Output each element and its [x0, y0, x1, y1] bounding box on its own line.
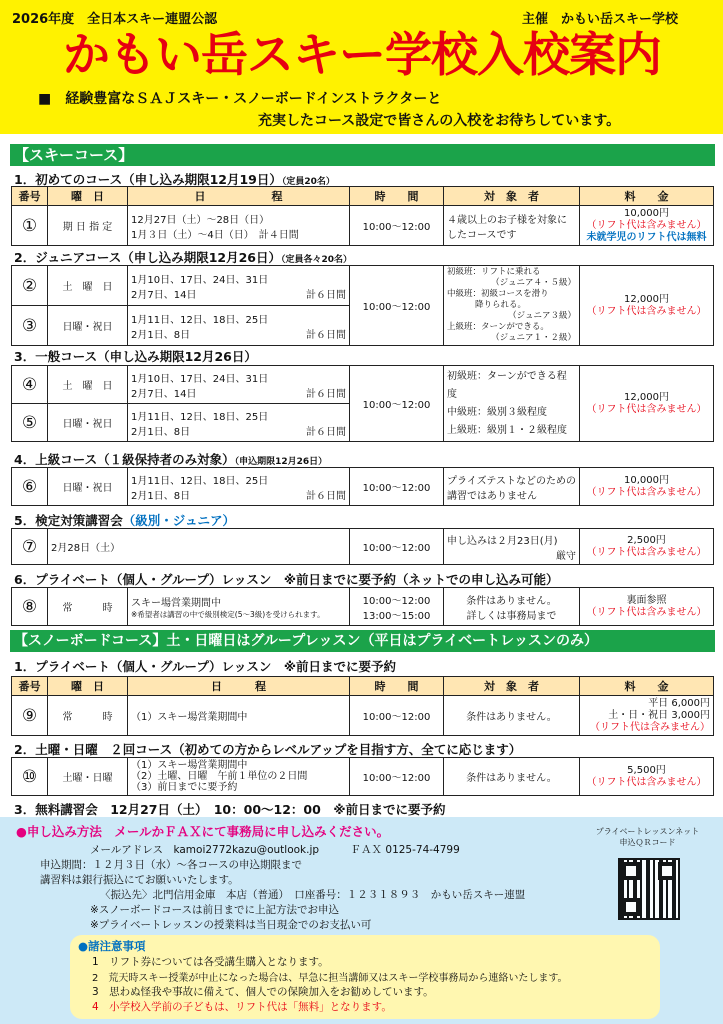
time-cell: 10:00～12:00: [350, 366, 444, 442]
target-cell: 条件はありません。 詳しくは事務局まで: [444, 588, 580, 626]
table-row: [12, 758, 714, 796]
test-prep-table: [11, 528, 714, 565]
target-cell: 条件はありません。: [444, 758, 580, 796]
notes-heading: ●諸注意事項: [78, 939, 146, 953]
target-cell: ４歳以上のお子様を対象にしたコースです: [444, 206, 580, 246]
table-row: [12, 266, 714, 306]
fee-cell: 12,000円 （リフト代は含みません）: [580, 366, 714, 442]
col-header: 番号: [12, 187, 48, 206]
year-label: 2026年度 全日本スキー連盟公認: [12, 12, 218, 27]
beginner-table: [11, 186, 714, 246]
col-header: 時 間: [350, 187, 444, 206]
qr-code[interactable]: [618, 858, 680, 920]
subtitle-line-1: ■ 経験豊富なＳＡＪスキー・スノーボードインストラクターと: [38, 91, 442, 107]
general-table: [11, 365, 714, 442]
note-item: 1 リフト券については各受講生購入となります。: [92, 956, 329, 968]
time-cell: 10:00～12:00 13:00～15:00: [350, 588, 444, 626]
col-header: 時 間: [350, 677, 444, 696]
schedule-cell: 1月10日、17日、24日、31日 2月7日、14日 計６日間: [128, 366, 350, 404]
private-table: [11, 587, 714, 626]
table-row: [12, 468, 714, 506]
course-number: ⑩: [12, 758, 48, 796]
time-cell: 10:00～12:00: [350, 529, 444, 565]
col-header: 料 金: [580, 187, 714, 206]
col-header: 対 象 者: [444, 187, 580, 206]
day-cell: 土曜・日曜: [48, 758, 128, 796]
time-cell: 10:00～12:00: [350, 266, 444, 346]
apply-contact: メールアドレス kamoi2772kazu@outlook.jp ＦＡＸ 0125-74-4799: [90, 844, 460, 856]
col-header: 曜 日: [48, 187, 128, 206]
apply-note-1: ※スノーボードコースは前日までに上記方法でお申込: [90, 904, 340, 916]
course-number: ③: [12, 306, 48, 346]
col-header: 曜 日: [48, 677, 128, 696]
section-advanced: 4．上級コース（１級保持者のみ対象）（申込期限12月26日）: [14, 452, 328, 467]
day-cell: 日曜・祝日: [48, 404, 128, 442]
section-test-prep: 5．検定対策講習会（級別・ジュニア）: [14, 513, 235, 528]
course-number: ⑧: [12, 588, 48, 626]
apply-heading: ●申し込み方法 メールかＦＡＸにて事務局に申し込みください。: [16, 824, 390, 839]
snow-private-table: [11, 676, 714, 736]
schedule-cell: 1月10日、17日、24日、31日 2月7日、14日 計６日間: [128, 266, 350, 306]
course-number: ⑤: [12, 404, 48, 442]
time-cell: 10:00～12:00: [350, 206, 444, 246]
target-cell: 初級班：リフトに乗れる （ジュニア４・５級） 中級班：初級コースを滑り 降りられる。 （ジュニア３級） 上級班：ターンができる。 （ジュニア１・２級）: [444, 266, 580, 346]
section-snow-private: 1．プライベート（個人・グループ）レッスン ※前日までに要予約: [14, 659, 396, 674]
table-header-row: [12, 677, 714, 696]
junior-table: [11, 265, 714, 346]
table-row: [12, 206, 714, 246]
time-cell: 10:00～12:00: [350, 468, 444, 506]
apply-note-2: ※プライベートレッスンの授業料は当日現金でのお支払い可: [90, 919, 372, 931]
table-row: [12, 588, 714, 626]
fee-cell: 10,000円 （リフト代は含みません） 未就学児のリフト代は無料: [580, 206, 714, 246]
table-header-row: [12, 187, 714, 206]
course-number: ④: [12, 366, 48, 404]
target-cell: プライズテストなどのための講習ではありません: [444, 468, 580, 506]
schedule-cell: 1月11日、12日、18日、25日 2月1日、8日 計６日間: [128, 404, 350, 442]
fee-cell: 5,500円 （リフト代は含みません）: [580, 758, 714, 796]
organizer-label: 主催 かもい岳スキー学校: [522, 12, 679, 27]
note-item: 2 荒天時スキー授業が中止になった場合は、早急に担当講師又はスキー学校事務局から連絡いたします。: [92, 973, 568, 984]
day-cell: 2月28日（土）: [48, 529, 350, 565]
schedule-cell: スキー場営業期間中 ※希望者は講習の中で級別検定(5～3級)を受けられます。: [128, 588, 350, 626]
course-number: ⑦: [12, 529, 48, 565]
fee-cell: 2,500円 （リフト代は含みません）: [580, 529, 714, 565]
note-item: 3 思わぬ怪我や事故に備えて、個人での保険加入をお勧めしています。: [92, 986, 434, 998]
schedule-cell: 12月27日（土）～28日（日） 1月３日（土）～4日（日） 計４日間: [128, 206, 350, 246]
advanced-table: [11, 467, 714, 506]
schedule-cell: （1）スキー場営業期間中 （2）土曜、日曜 午前１単位の２日間 （3）前日までに要予約: [128, 758, 350, 796]
section-general: 3．一般コース（申し込み期限12月26日）: [14, 349, 257, 364]
apply-period: 申込期間：１２月３日（水）～各コースの申込期限まで: [40, 859, 302, 871]
course-number: ⑨: [12, 696, 48, 736]
table-row: [12, 529, 714, 565]
fee-cell: 平日 6,000円 土・日・祝日 3,000円 （リフト代は含みません）: [580, 696, 714, 736]
col-header: 対 象 者: [444, 677, 580, 696]
note-item: 4 小学校入学前の子どもは、リフト代は「無料」となります。: [92, 1001, 392, 1013]
day-cell: 日曜・祝日: [48, 468, 128, 506]
schedule-cell: 1月11日、12日、18日、25日 2月1日、8日 計６日間: [128, 468, 350, 506]
course-number: ②: [12, 266, 48, 306]
table-row: [12, 696, 714, 736]
section-private: 6．プライベート（個人・グループ）レッスン ※前日までに要予約（ネットでの申し込み可能）: [14, 572, 559, 587]
section-free-lesson: 3．無料講習会 12月27日（土） 10：00～12：00 ※前日までに要予約: [14, 802, 446, 817]
target-cell: 初級班：ターンができる程度 中級班：級別３級程度 上級班：級別１・２級程度: [444, 366, 580, 442]
section-beginner: 1．初めてのコース（申し込み期限12月19日）（定員20名）: [14, 172, 335, 187]
weekend-table: [11, 757, 714, 796]
fee-cell: 裏面参照 （リフト代は含みません）: [580, 588, 714, 626]
section-junior: 2．ジュニアコース（申し込み期限12月26日）（定員各々20名）: [14, 250, 353, 265]
col-header: 料 金: [580, 677, 714, 696]
page-title: かもい岳スキー学校入校案内: [63, 28, 661, 83]
course-number: ⑥: [12, 468, 48, 506]
table-row: [12, 366, 714, 404]
section-weekend: 2．土曜・日曜 ２回コース（初めての方からレベルアップを目指す方、全てに応じます）: [14, 742, 522, 757]
time-cell: 10:00～12:00: [350, 696, 444, 736]
snowboard-course-bar: 【スノーボードコース】土・日曜日はグループレッスン（平日はプライベートレッスンのみ）: [10, 630, 715, 652]
day-cell: 土 曜 日: [48, 366, 128, 404]
day-cell: 日曜・祝日: [48, 306, 128, 346]
apply-bank: 講習料は銀行振込にてお願いいたします。: [40, 874, 239, 886]
ski-course-bar: 【スキーコース】: [10, 144, 715, 166]
day-cell: 常 時: [48, 696, 128, 736]
qr-caption: プライベートレッスンネット 申込ＱＲコード: [595, 827, 700, 847]
apply-account: 〈振込先〉北門信用金庫 本店（普通） 口座番号：１２３１８９３ かもい岳スキー連盟: [100, 889, 526, 901]
fee-cell: 10,000円 （リフト代は含みません）: [580, 468, 714, 506]
subtitle-line-2: 充実したコース設定で皆さんの入校をお待ちしています。: [258, 113, 621, 129]
fee-cell: 12,000円 （リフト代は含みません）: [580, 266, 714, 346]
target-cell: 条件はありません。: [444, 696, 580, 736]
day-cell: 土 曜 日: [48, 266, 128, 306]
col-header: 番号: [12, 677, 48, 696]
time-cell: 10:00～12:00: [350, 758, 444, 796]
schedule-cell: 1月11日、12日、18日、25日 2月1日、8日 計６日間: [128, 306, 350, 346]
day-cell: 期 日 指 定: [48, 206, 128, 246]
day-cell: 常 時: [48, 588, 128, 626]
col-header: 日 程: [128, 677, 350, 696]
course-number: ①: [12, 206, 48, 246]
col-header: 日 程: [128, 187, 350, 206]
schedule-cell: （1）スキー場営業期間中: [128, 696, 350, 736]
target-cell: 申し込みは２月23日(月) 厳守: [444, 529, 580, 565]
